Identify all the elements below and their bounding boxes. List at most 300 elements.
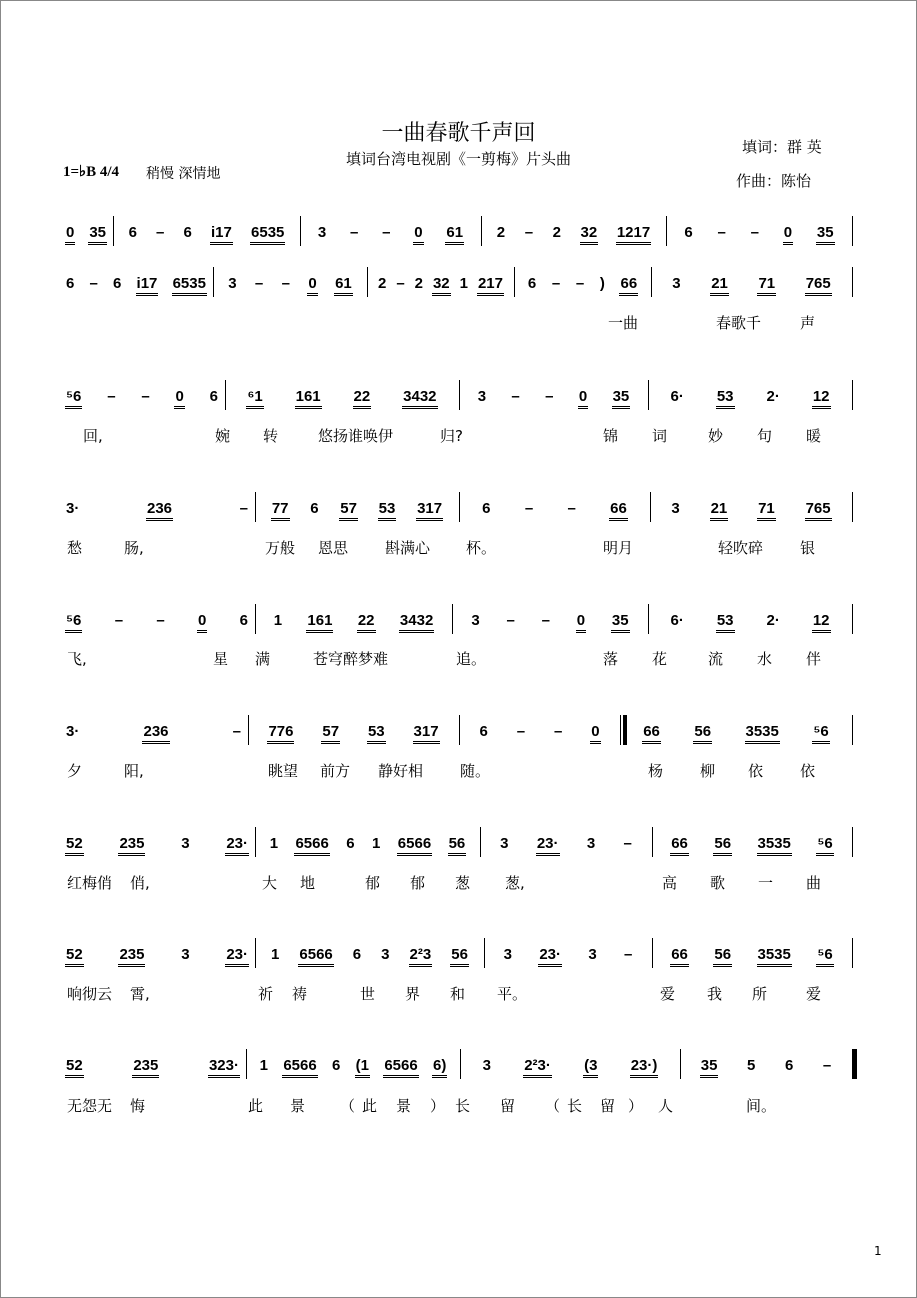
note-group: –	[396, 274, 405, 292]
note-group: 0	[576, 612, 586, 633]
note-group: 6	[66, 274, 75, 292]
note-group: –	[506, 611, 515, 629]
note-group: 765	[805, 275, 832, 296]
note-group: 23·	[225, 946, 249, 967]
measure	[255, 610, 452, 634]
lyric: 愁	[67, 539, 83, 557]
note-group: 2	[496, 223, 506, 241]
note-group: 3	[471, 611, 480, 629]
measure	[652, 833, 852, 857]
lyric: 声	[800, 314, 816, 332]
lyric: 人	[658, 1097, 674, 1115]
note-group: 6566	[383, 1057, 418, 1078]
note-group: 236	[142, 723, 169, 744]
measure	[65, 944, 255, 968]
lyric: 长	[455, 1097, 471, 1115]
note-group: 6566	[397, 835, 432, 856]
lyricist: 填词：群 英	[742, 138, 822, 156]
lyric: ）	[430, 1097, 446, 1115]
note-group: 6	[183, 223, 192, 241]
note-group: 6·	[670, 387, 684, 405]
lyric: 柳	[700, 762, 716, 780]
note-group: –	[232, 722, 241, 740]
measure	[459, 386, 648, 410]
note-group: 317	[413, 723, 440, 744]
note-group: 0	[590, 723, 600, 744]
note-group: 1	[269, 834, 279, 852]
lyric: 转	[263, 427, 279, 445]
lyric: 无怨无	[67, 1097, 113, 1115]
note-group: 6	[239, 611, 248, 629]
note-group: –	[239, 499, 248, 517]
note-group: –	[567, 499, 576, 517]
lyric: 夕	[67, 762, 83, 780]
note-group: –	[89, 274, 98, 292]
note-group: 0	[197, 612, 207, 633]
note-group: 3·	[66, 499, 80, 517]
lyric: 郁	[365, 874, 381, 892]
score-system	[0, 498, 917, 522]
note-group: 66	[619, 275, 638, 296]
note-group: 6566	[298, 946, 333, 967]
measure	[484, 944, 652, 968]
note-group: 3535	[745, 723, 780, 744]
score-system	[0, 273, 917, 297]
note-group: 3	[477, 387, 487, 405]
note-group: 1217	[616, 224, 651, 245]
measure	[113, 222, 300, 246]
measure	[620, 721, 852, 745]
measure	[65, 386, 225, 410]
measure	[225, 386, 459, 410]
song-subtitle: 填词台湾电视剧《一剪梅》片头曲	[345, 150, 571, 168]
note-group: 66	[670, 835, 689, 856]
note-group: –	[524, 223, 534, 241]
note-group: –	[114, 611, 124, 629]
lyric: 葱	[455, 874, 471, 892]
lyric: 轻吹碎	[718, 539, 764, 557]
lyric: ）	[628, 1097, 644, 1115]
lyric: 婉	[215, 427, 231, 445]
lyric: 伴	[806, 650, 822, 668]
lyric: 归?	[440, 427, 463, 445]
note-group: ⁶1	[246, 388, 263, 409]
note-group: 3535	[757, 946, 792, 967]
final-barline	[852, 1049, 857, 1079]
lyric: 明月	[603, 539, 634, 557]
lyric: 飞,	[67, 650, 87, 668]
note-group: –	[623, 834, 632, 852]
lyric: 水	[757, 650, 773, 668]
lyric: 锦	[603, 427, 619, 445]
measure	[65, 498, 255, 522]
key-signature: 1=♭B 4/4	[63, 164, 120, 180]
note-group: 323·	[208, 1057, 240, 1078]
note-group: 0	[413, 224, 423, 245]
note-group: –	[551, 274, 561, 292]
lyric: 依	[748, 762, 764, 780]
lyric: 悠扬谁唤伊	[318, 427, 394, 445]
lyric: 流	[708, 650, 724, 668]
note-group: 23·	[536, 835, 560, 856]
measure	[65, 273, 213, 297]
lyric: 长	[567, 1097, 583, 1115]
note-group: 35	[611, 612, 630, 633]
note-group: –	[516, 722, 526, 740]
note-group: 235	[118, 835, 145, 856]
lyric: 苍穹醉梦难	[313, 650, 389, 668]
lyric: 斟满心	[385, 539, 431, 557]
lyric: （	[545, 1097, 561, 1115]
barline	[852, 827, 853, 857]
lyric: 界	[405, 985, 421, 1003]
lyric: 银	[800, 539, 816, 557]
lyric: 曲	[806, 874, 822, 892]
note-group: 3	[228, 274, 237, 292]
note-group: 77	[271, 500, 290, 521]
note-group: 23·	[538, 946, 562, 967]
note-group: 52	[65, 835, 84, 856]
note-group: 6566	[282, 1057, 317, 1078]
note-group: 6	[482, 499, 491, 517]
note-group: 57	[339, 500, 358, 521]
note-group: 53	[716, 612, 735, 633]
note-group: –	[575, 274, 585, 292]
note-group: 1	[459, 274, 468, 292]
lyric: 肠,	[124, 539, 144, 557]
note-group: 66	[642, 723, 661, 744]
note-group: 3	[503, 945, 512, 963]
measure	[65, 833, 255, 857]
measure	[65, 610, 255, 634]
note-group: 56	[450, 946, 469, 967]
note-group: ⁵6	[816, 946, 833, 967]
note-group: –	[511, 387, 520, 405]
note-group: 35	[88, 224, 107, 245]
score-system	[0, 833, 917, 857]
note-group: 3	[381, 945, 390, 963]
note-group: –	[382, 223, 391, 241]
measure	[65, 1055, 246, 1079]
note-group: 6	[209, 387, 218, 405]
measure	[481, 222, 666, 246]
note-group: 161	[295, 388, 322, 409]
note-group: 1	[259, 1056, 268, 1074]
measure	[648, 610, 852, 634]
lyric: 星	[213, 650, 229, 668]
lyric: 留	[600, 1097, 616, 1115]
note-group: –	[281, 274, 290, 292]
note-group: 53	[378, 500, 397, 521]
measure	[255, 498, 459, 522]
lyric: 万般	[265, 539, 296, 557]
note-group: 3	[500, 834, 509, 852]
note-group: 66	[670, 946, 689, 967]
note-group: 35	[612, 388, 631, 409]
note-group: –	[156, 611, 165, 629]
note-group: 61	[445, 224, 464, 245]
note-group: –	[545, 387, 554, 405]
note-group: –	[541, 611, 550, 629]
note-group: –	[350, 223, 359, 241]
note-group: 2²3·	[523, 1057, 552, 1078]
note-group: –	[254, 274, 264, 292]
note-group: 61	[334, 275, 353, 296]
lyric: 爱	[806, 985, 822, 1003]
note-group: 317	[416, 500, 443, 521]
note-group: –	[553, 722, 563, 740]
barline	[852, 216, 853, 246]
lyric: 间。	[746, 1097, 777, 1115]
note-group: 23·)	[630, 1057, 659, 1078]
measure	[651, 273, 852, 297]
lyric: 花	[652, 650, 668, 668]
note-group: 765	[805, 500, 832, 521]
measure	[666, 222, 852, 246]
measure	[248, 721, 459, 745]
barline	[852, 938, 853, 968]
note-group: 12	[812, 388, 831, 409]
note-group: 35	[816, 224, 835, 245]
lyric: 所	[752, 985, 768, 1003]
note-group: i17	[210, 224, 233, 245]
barline	[852, 492, 853, 522]
note-group: 2·	[766, 611, 780, 629]
measure	[480, 833, 652, 857]
note-group: ⁵6	[65, 388, 82, 409]
measure	[452, 610, 648, 634]
note-group: 53	[716, 388, 735, 409]
lyric: 祈	[258, 985, 274, 1003]
note-group: 0	[578, 388, 588, 409]
lyric: 地	[300, 874, 316, 892]
note-group: 3	[482, 1056, 491, 1074]
barline	[852, 715, 853, 745]
measure	[65, 721, 248, 745]
note-group: 235	[118, 946, 145, 967]
note-group: 6	[128, 223, 137, 241]
note-group: 0	[65, 224, 75, 245]
lyric: 霄,	[130, 985, 150, 1003]
lyric: 此	[248, 1097, 264, 1115]
lyric: 红梅俏	[67, 874, 113, 892]
note-group: 3432	[399, 612, 434, 633]
lyric: 杨	[648, 762, 664, 780]
note-group: 35	[700, 1057, 719, 1078]
measure	[514, 273, 651, 297]
note-group: 776	[267, 723, 294, 744]
note-group: ⁵6	[816, 835, 833, 856]
note-group: 0	[174, 388, 184, 409]
note-group: ⁵6	[812, 723, 829, 744]
measure	[255, 944, 484, 968]
note-group: 12	[812, 612, 831, 633]
lyric: 祷	[292, 985, 308, 1003]
note-group: –	[107, 387, 116, 405]
lyric: 暖	[806, 427, 822, 445]
note-group: 6	[310, 499, 319, 517]
lyric: 依	[800, 762, 816, 780]
note-group: –	[156, 223, 165, 241]
lyric: 世	[360, 985, 376, 1003]
note-group: 71	[757, 500, 776, 521]
measure	[648, 386, 852, 410]
note-group: 56	[713, 946, 732, 967]
note-group: 235	[132, 1057, 159, 1078]
note-group: 71	[757, 275, 776, 296]
note-group: 22	[353, 388, 372, 409]
measure	[460, 1055, 680, 1079]
note-group: 52	[65, 1057, 84, 1078]
lyric: 一曲	[608, 314, 639, 332]
note-group: (1	[355, 1057, 370, 1078]
measure	[300, 222, 481, 246]
note-group: –	[141, 387, 150, 405]
lyric: 词	[652, 427, 668, 445]
measure	[213, 273, 367, 297]
note-group: 32	[432, 275, 451, 296]
note-group: 1	[372, 834, 381, 852]
lyric: 景	[396, 1097, 412, 1115]
lyric: 静好相	[378, 762, 424, 780]
note-group: 217	[477, 275, 504, 296]
lyric: 留	[500, 1097, 516, 1115]
lyric: 高	[662, 874, 678, 892]
note-group: 3	[588, 945, 597, 963]
measure	[652, 944, 852, 968]
measure	[680, 1055, 852, 1079]
lyric: 随。	[460, 762, 491, 780]
barline	[852, 380, 853, 410]
note-group: 2	[552, 223, 561, 241]
lyric: 葱,	[505, 874, 525, 892]
score-system	[0, 944, 917, 968]
score-system	[0, 1055, 917, 1079]
measure	[246, 1055, 460, 1079]
lyric: （	[340, 1097, 356, 1115]
note-group: 6	[332, 1056, 341, 1074]
song-title: 一曲春歌千声回	[381, 121, 536, 146]
note-group: 6	[684, 223, 693, 241]
score-system	[0, 386, 917, 410]
note-group: 56	[713, 835, 732, 856]
note-group: 6535	[250, 224, 285, 245]
note-group: 3	[181, 834, 190, 852]
lyric: 回,	[83, 427, 103, 445]
note-group: 236	[146, 500, 173, 521]
note-group: 6566	[294, 835, 329, 856]
score-system	[0, 222, 917, 246]
measure	[65, 222, 113, 246]
note-group: 6	[346, 834, 355, 852]
note-group: 3432	[402, 388, 437, 409]
note-group: 52	[65, 946, 84, 967]
barline	[852, 604, 853, 634]
note-group: 66	[609, 500, 628, 521]
measure	[459, 721, 620, 745]
note-group: 5	[747, 1056, 756, 1074]
lyric: 平。	[497, 985, 528, 1003]
note-group: 56	[448, 835, 467, 856]
note-group: 56	[693, 723, 712, 744]
note-group: 6	[113, 274, 122, 292]
score-system	[0, 721, 917, 745]
tempo-marking: 稍慢 深情地	[146, 166, 221, 182]
note-group: i17	[136, 275, 159, 296]
note-group: –	[524, 499, 534, 517]
composer: 作曲：陈怡	[736, 172, 812, 190]
note-group: 2²3	[409, 946, 433, 967]
lyric: 前方	[320, 762, 351, 780]
note-group: 0	[783, 224, 793, 245]
note-group: 0	[307, 275, 317, 296]
note-group: –	[750, 223, 759, 241]
lyric: 追。	[456, 650, 487, 668]
note-group: 6535	[172, 275, 207, 296]
note-group: –	[623, 945, 633, 963]
note-group: –	[822, 1056, 832, 1074]
lyric: 句	[757, 427, 773, 445]
note-group: 3	[317, 223, 327, 241]
lyric: 俏,	[130, 874, 150, 892]
lyric: 景	[290, 1097, 306, 1115]
note-group: 22	[357, 612, 376, 633]
note-group: 3	[672, 274, 681, 292]
lyric: 杯。	[466, 539, 497, 557]
lyric: 我	[707, 985, 723, 1003]
lyric: 大	[262, 874, 278, 892]
note-group: 53	[367, 723, 386, 744]
measure	[650, 498, 852, 522]
lyric: 爱	[660, 985, 676, 1003]
note-group: (3	[583, 1057, 598, 1078]
note-group: 3	[586, 834, 596, 852]
note-group: 6·	[670, 611, 684, 629]
lyric: 眺望	[268, 762, 299, 780]
note-group: 1	[271, 945, 280, 963]
note-group: 2·	[766, 387, 780, 405]
lyric: 此	[362, 1097, 378, 1115]
note-group: 6	[479, 722, 488, 740]
note-group: 3	[181, 945, 190, 963]
note-group: 2	[414, 274, 423, 292]
note-group: ⁵6	[65, 612, 82, 633]
barline	[852, 267, 853, 297]
measure	[459, 498, 650, 522]
note-group: 3535	[757, 835, 792, 856]
lyric: 恩思	[318, 539, 349, 557]
lyric: 郁	[410, 874, 426, 892]
lyric: 阳,	[124, 762, 144, 780]
note-group: –	[717, 223, 726, 241]
note-group: 32	[580, 224, 599, 245]
lyric: 一	[758, 874, 774, 892]
lyric: 响彻云	[67, 985, 113, 1003]
page-number: 1	[874, 1244, 882, 1258]
lyric: 歌	[710, 874, 726, 892]
lyric: 春歌千	[716, 314, 762, 332]
note-group: 161	[306, 612, 333, 633]
note-group: )	[599, 274, 605, 292]
note-group: 21	[710, 500, 729, 521]
lyric: 妙	[708, 427, 724, 445]
note-group: 3	[671, 499, 680, 517]
note-group: 3·	[66, 722, 80, 740]
note-group: 6	[784, 1056, 794, 1074]
measure	[367, 273, 514, 297]
note-group: 23·	[225, 835, 249, 856]
note-group: 1	[273, 611, 283, 629]
